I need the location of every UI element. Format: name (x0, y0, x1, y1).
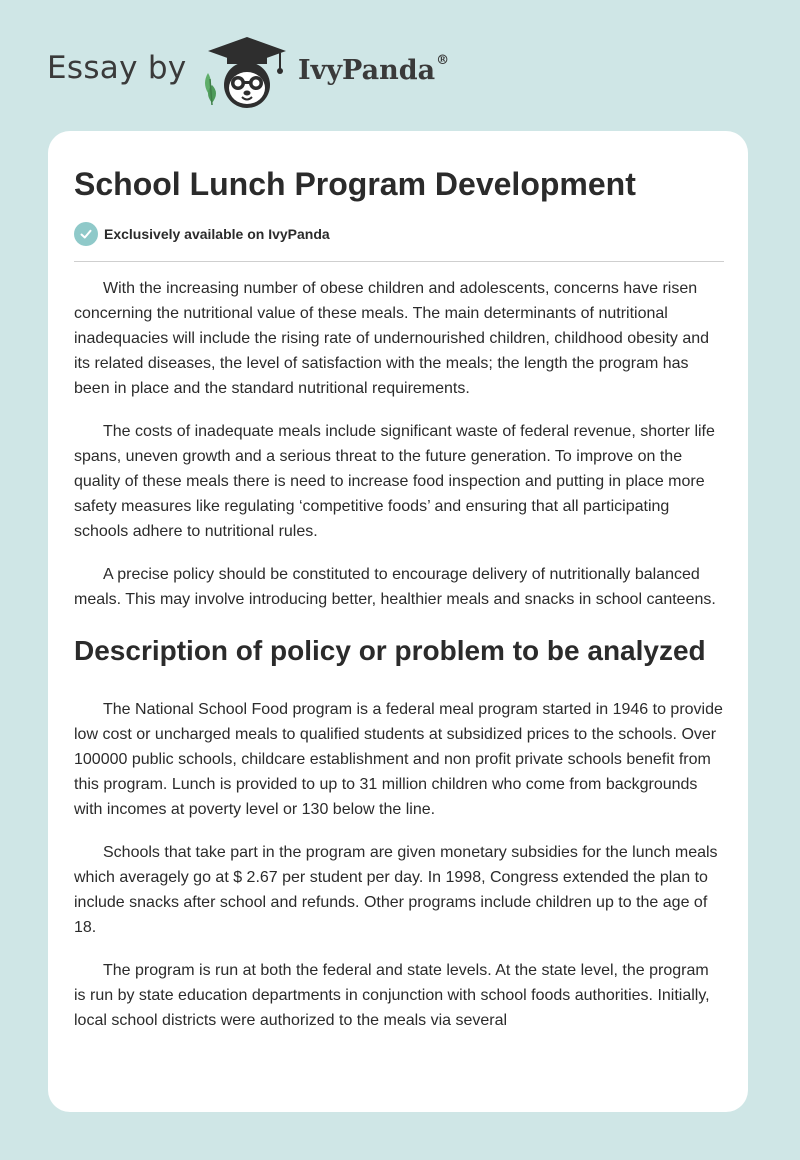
essay-card (48, 131, 748, 1112)
section-heading: Description of policy or problem to be analyzed (74, 635, 706, 666)
brand-prefix: Essay by (47, 50, 187, 86)
site-header (0, 0, 800, 130)
paragraph: Schools that take part in the program are given monetary subsidies for the lunch meals which averagely go at $ 2.67 per student per day. In 1998, Congress extended the plan to include snacks after school and refunds. Other programs include children up to the age of 18. (74, 844, 718, 936)
exclusive-badge-label: Exclusively available on IvyPanda (104, 226, 330, 242)
brand-name[interactable] (298, 55, 449, 86)
paragraph: A precise policy should be constituted to encourage delivery of nutritionally balanced meals. This may involve introducing better, healthier meals and snacks in school canteens. (74, 566, 716, 608)
paragraph: The National School Food program is a federal meal program started in 1946 to provide low cost or uncharged meals to qualified students at subsidized prices to the schools. Over 100000 public schools, childcare establishment and non profit private schools benefit from this program. Lunch is provided to up to 31 million children who come from backgrounds with incomes at poverty level or 130 below the line. (74, 701, 723, 818)
paragraph: With the increasing number of obese children and adolescents, concerns have risen concerning the nutritional value of these meals. The main determinants of nutritional inadequacies will include the rising rate of undernourished children, childhood obesity and its related diseases, the level of satisfaction with the meals; the length the program has been in place and the standard nutritional requirements. (74, 280, 710, 397)
registered-mark: ® (436, 53, 450, 68)
exclusive-badge (74, 221, 330, 247)
paragraph: The costs of inadequate meals include significant waste of federal revenue, shorter life spans, uneven growth and a serious threat to the future generation. To improve on the quality of these meals there is need to increase food inspection and putting in place more safety measures like regulating ‘competitive foods’ and ensuring that all participating schools adhere to nutritional rules. (74, 423, 715, 540)
panda-graduate-logo-icon[interactable] (200, 35, 294, 111)
paragraph: The program is run at both the federal and state levels. At the state level, the program is run by state education departments in conjunction with school foods authorities. Initially, local school districts were authorized to the meals via several (74, 962, 710, 1029)
essay-body (74, 276, 724, 1051)
essay-title: School Lunch Program Development (74, 166, 636, 202)
title-divider (74, 261, 724, 262)
brand-name-text: IvyPanda (298, 55, 436, 86)
checkmark-icon (74, 222, 98, 246)
